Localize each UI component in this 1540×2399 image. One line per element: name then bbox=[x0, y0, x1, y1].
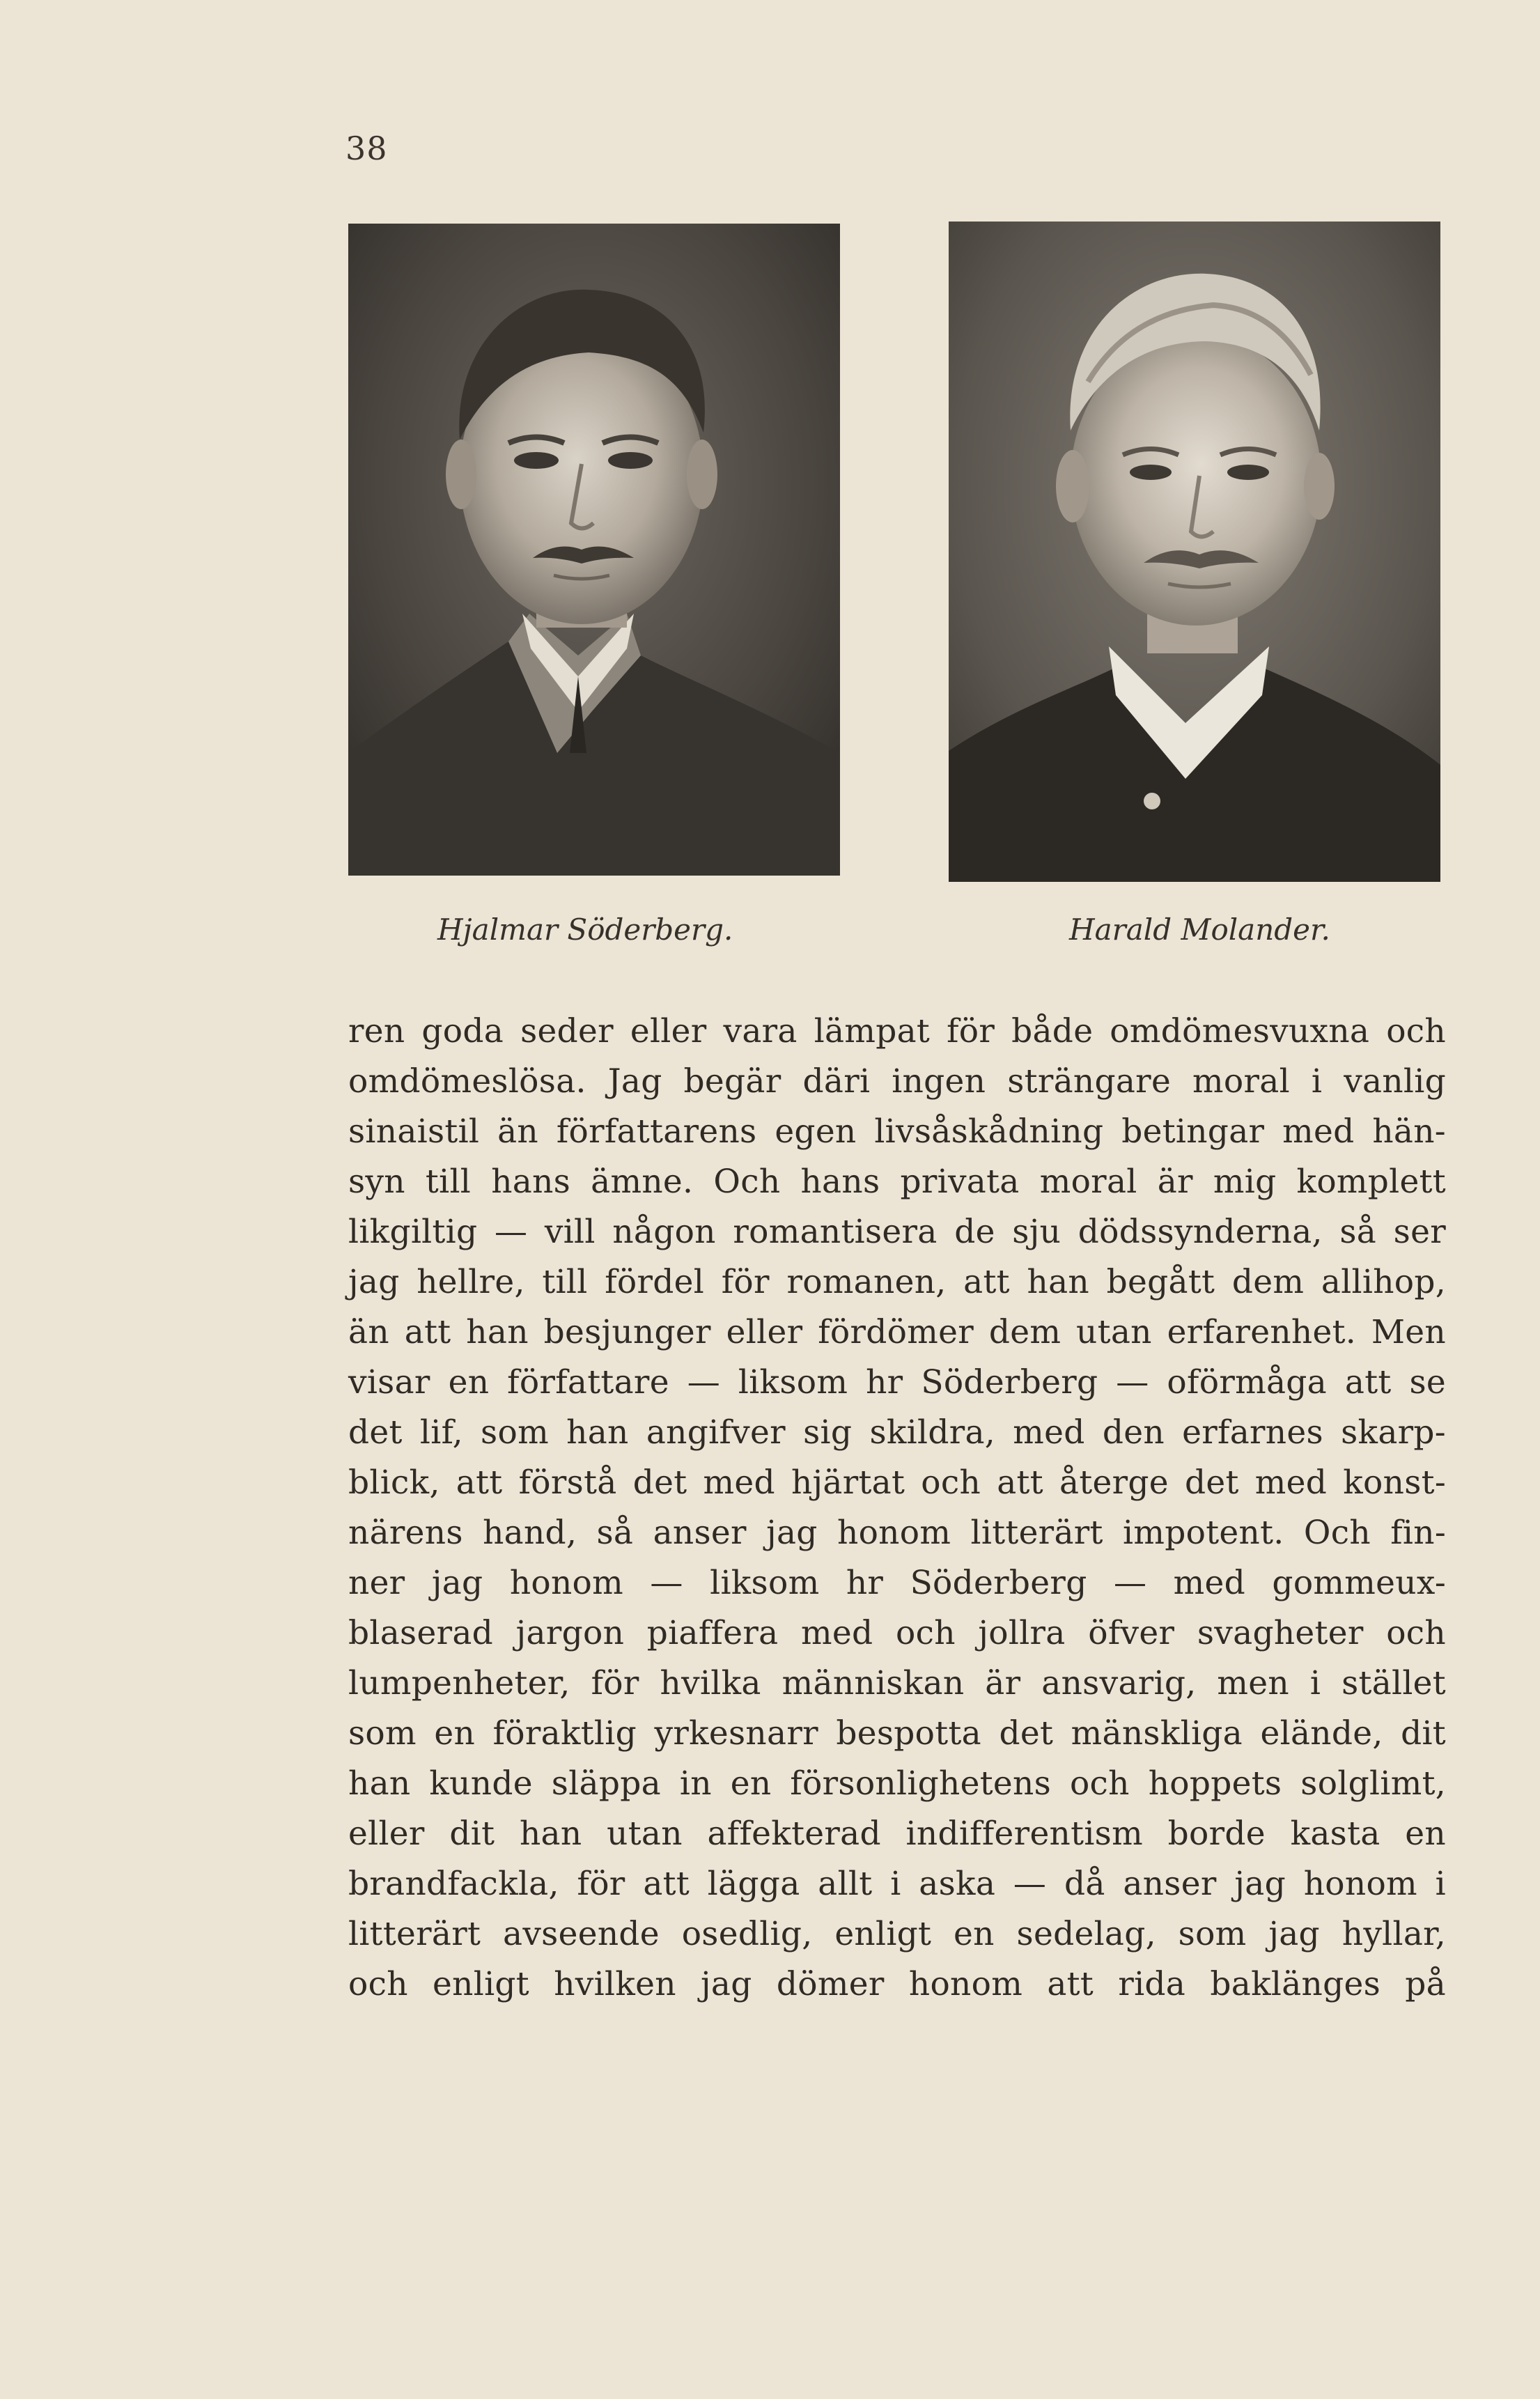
text-line: omdömeslösa. Jag begär däri ingen strängare moral i vanlig bbox=[348, 1062, 1446, 1101]
text-line: visar en författare — liksom hr Söderberg — oförmåga att se bbox=[348, 1363, 1446, 1402]
portrait-illustration bbox=[949, 222, 1440, 882]
page-number: 38 bbox=[345, 130, 388, 167]
text-line: han kunde släppa in en försonlighetens och hoppets solglimt, bbox=[348, 1764, 1446, 1803]
text-line: syn till hans ämne. Och hans privata moral är mig komplett bbox=[348, 1163, 1446, 1201]
text-line: som en föraktlig yrkesnarr bespotta det mänskliga elände, dit bbox=[348, 1714, 1446, 1753]
text-line: litterärt avseende osedlig, enligt en sedelag, som jag hyllar, bbox=[348, 1915, 1446, 1953]
text-line: lumpenheter, för hvilka människan är ansvarig, men i stället bbox=[348, 1664, 1446, 1702]
text-line: ren goda seder eller vara lämpat för både omdömesvuxna och bbox=[348, 1012, 1446, 1050]
text-line: jag hellre, till fördel för romanen, att han begått dem allihop, bbox=[348, 1263, 1446, 1301]
portrait-caption: Hjalmar Söderberg. bbox=[437, 913, 733, 947]
text-line: blick, att förstå det med hjärtat och att återge det med konst- bbox=[348, 1464, 1446, 1502]
body-text bbox=[348, 1007, 1446, 2010]
portrait-caption: Harald Molander. bbox=[1069, 913, 1330, 947]
text-line: och enligt hvilken jag dömer honom att rida baklänges på bbox=[348, 1965, 1446, 2003]
text-line: närens hand, så anser jag honom litterärt impotent. Och fin- bbox=[348, 1514, 1446, 1552]
text-line: ner jag honom — liksom hr Söderberg — med gommeux- bbox=[348, 1564, 1446, 1602]
text-line: brandfackla, för att lägga allt i aska — då anser jag honom i bbox=[348, 1865, 1446, 1903]
portrait-illustration bbox=[348, 224, 840, 876]
text-line: likgiltig — vill någon romantisera de sju dödssynderna, så ser bbox=[348, 1213, 1446, 1251]
portrait-photo-harald-molander bbox=[949, 222, 1440, 882]
text-line: det lif, som han angifver sig skildra, med den erfarnes skarp- bbox=[348, 1413, 1446, 1452]
portrait-photo-hjalmar-soderberg bbox=[348, 224, 840, 876]
text-line: blaserad jargon piaffera med och jollra öfver svagheter och bbox=[348, 1614, 1446, 1652]
text-line: eller dit han utan affekterad indifferentism borde kasta en bbox=[348, 1815, 1446, 1853]
text-line: än att han besjunger eller fördömer dem utan erfarenhet. Men bbox=[348, 1313, 1446, 1351]
text-line: sinaistil än författarens egen livsåskådning betingar med hän- bbox=[348, 1112, 1446, 1151]
